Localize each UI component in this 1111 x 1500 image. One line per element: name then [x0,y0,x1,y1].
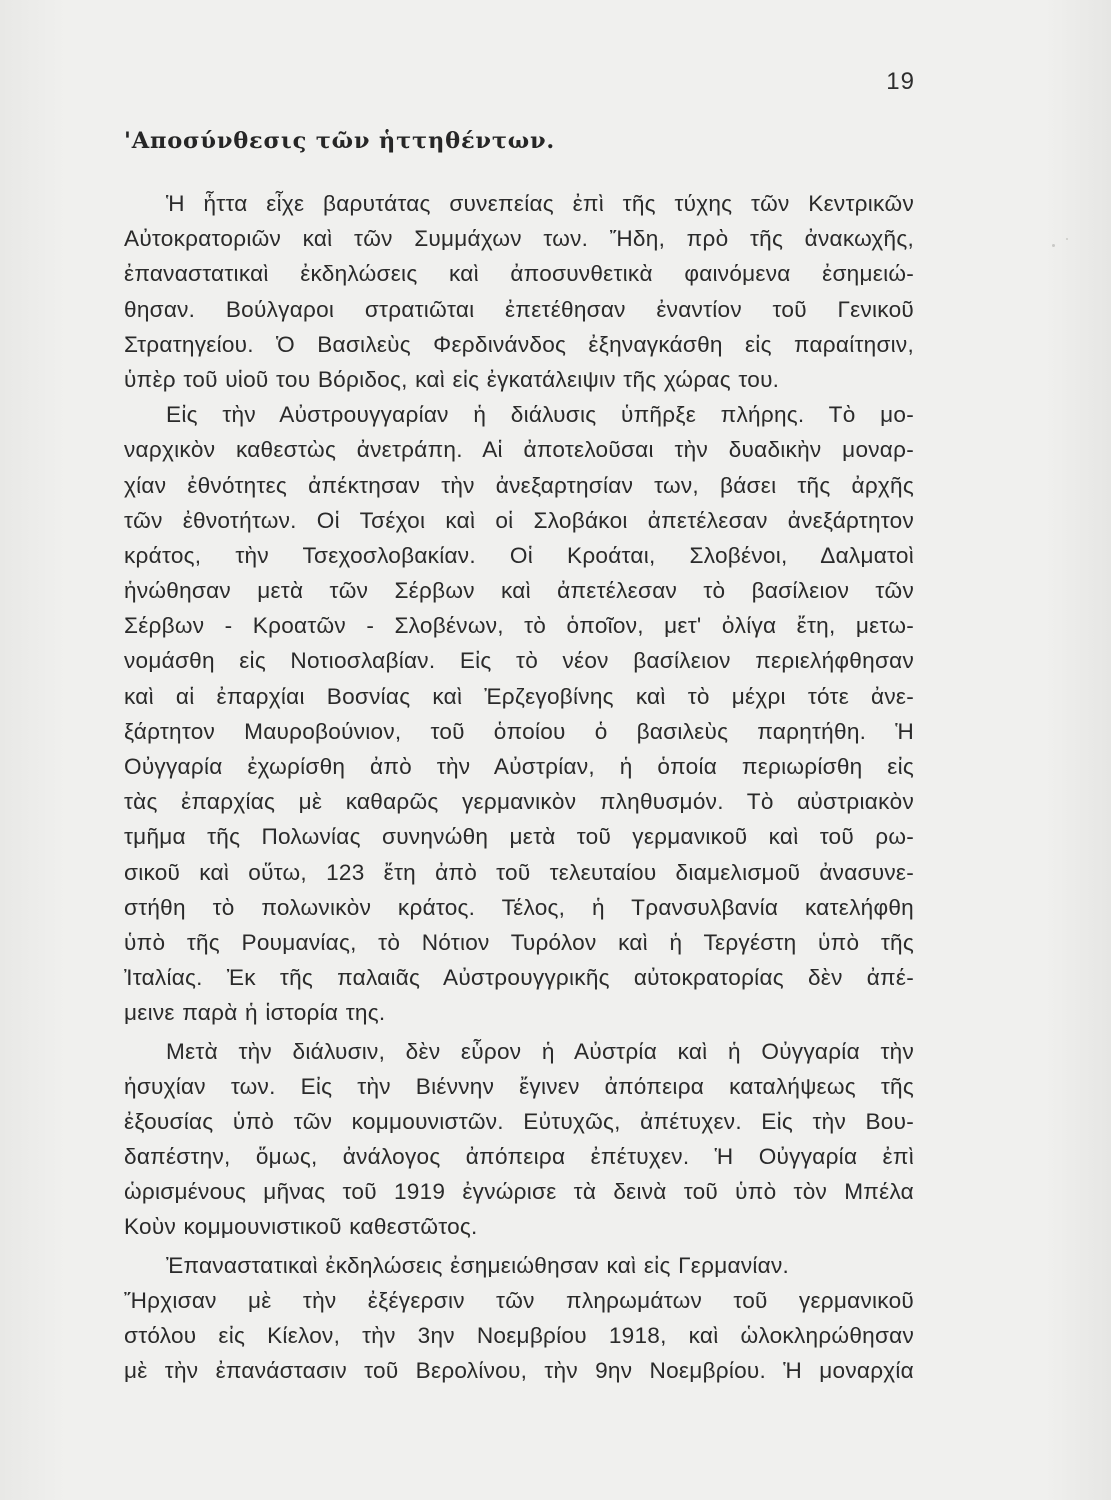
text-line: ναρχικὸν καθεστὼς ἀνετράπη. Αἱ ἀποτελοῦσαι τὴν δυαδικὴν μοναρ- [124,437,914,463]
paragraph-2 [124,397,914,1030]
text-line: μὲ τὴν ἐπανάστασιν τοῦ Βερολίνου, τὴν 9ην Νοεμβρίου. Ἡ μοναρχία [124,1358,914,1384]
paragraph-3 [124,1034,914,1245]
text-line: ὑπὸ τῆς Ρουμανίας, τὸ Νότιον Τυρόλον καὶ ἡ Τεργέστη ὑπὸ τῆς [124,929,914,955]
text-line: καὶ αἱ ἐπαρχίαι Βοσνίας καὶ Ἐρζεγοβίνης καὶ τὸ μέχρι τότε ἀνε- [124,683,914,709]
page-number: 19 [886,68,915,95]
text-line: Κοὺν κομμουνιστικοῦ καθεστῶτος. [124,1214,478,1240]
text-line: Μετὰ τὴν διάλυσιν, δὲν εὗρον ἡ Αὐστρία καὶ ἡ Οὐγγαρία τὴν [166,1038,914,1064]
text-line: Ἰταλίας. Ἐκ τῆς παλαιᾶς Αὐστρουγγρικῆς αὐτοκρατορίας δὲν ἀπέ- [124,965,914,991]
text-line: Αὐτοκρατοριῶν καὶ τῶν Συμμάχων των. Ἤδη, πρὸ τῆς ἀνακωχῆς, [124,226,914,252]
text-line: σικοῦ καὶ οὕτω, 123 ἔτη ἀπὸ τοῦ τελευταίου διαμελισμοῦ ἀνασυνε- [124,859,914,885]
text-line: στήθη τὸ πολωνικὸν κράτος. Τέλος, ἡ Τρανσυλβανία κατελήφθη [124,894,914,920]
body-text [124,186,914,1388]
scan-speck [1052,244,1055,247]
text-line: Εἰς τὴν Αὐστρουγγαρίαν ἡ διάλυσις ὑπῆρξε πλήρης. Τὸ μο- [166,402,914,428]
text-line: Στρατηγείου. Ὁ Βασιλεὺς Φερδινάνδος ἐξηναγκάσθη εἰς παραίτησιν, [124,331,914,357]
text-line: ἐπαναστατικαὶ ἐκδηλώσεις καὶ ἀποσυνθετικὰ φαινόμενα ἐσημειώ- [124,261,914,287]
text-line: ἡσυχίαν των. Εἰς τὴν Βιέννην ἔγινεν ἀπόπειρα καταλήψεως τῆς [124,1073,914,1099]
text-line: Οὐγγαρία ἐχωρίσθη ἀπὸ τὴν Αὐστρίαν, ἡ ὁποία περιωρίσθη εἰς [124,754,914,779]
text-line: ὡρισμένους μῆνας τοῦ 1919 ἐγνώρισε τὰ δεινὰ τοῦ ὑπὸ τὸν Μπέλα [124,1179,914,1205]
text-line: τὰς ἐπαρχίας μὲ καθαρῶς γερμανικὸν πληθυσμόν. Τὸ αὐστριακὸν [124,789,914,815]
scan-speck [1066,238,1068,240]
text-line: ὑπὲρ τοῦ υἱοῦ του Βόριδος, καὶ εἰς ἐγκατάλειψιν τῆς χώρας του. [124,366,780,392]
text-line: ἐξουσίας ὑπὸ τῶν κομμουνιστῶν. Εὐτυχῶς, ἀπέτυχεν. Εἰς τὴν Βου- [124,1108,914,1134]
paragraph-4 [124,1248,914,1389]
text-line: Ἡ ἧττα εἶχε βαρυτάτας συνεπείας ἐπὶ τῆς τύχης τῶν Κεντρικῶν [166,191,914,216]
text-line: μεινε παρὰ ἡ ἱστορία της. [124,1000,386,1026]
text-line: δαπέστην, ὅμως, ἀνάλογος ἀπόπειρα ἐπέτυχεν. Ἡ Οὐγγαρία ἐπὶ [124,1144,914,1170]
text-line: Ἐπαναστατικαὶ ἐκδηλώσεις ἐσημειώθησαν καὶ εἰς Γερμανίαν. [166,1252,790,1278]
text-line: κράτος, τὴν Τσεχοσλοβακίαν. Οἱ Κροάται, Σλοβένοι, Δαλματοὶ [124,542,914,568]
text-line: Σέρβων - Κροατῶν - Σλοβένων, τὸ ὁποῖον, μετ' ὀλίγα ἔτη, μετω- [124,613,914,639]
paragraph-1 [124,186,914,397]
text-line: θησαν. Βούλγαροι στρατιῶται ἐπετέθησαν ἐναντίον τοῦ Γενικοῦ [124,296,914,322]
text-line: ξάρτητον Μαυροβούνιον, τοῦ ὁποίου ὁ βασιλεὺς παρητήθη. Ἡ [124,718,914,744]
text-line: Ἤρχισαν μὲ τὴν ἐξέγερσιν τῶν πληρωμάτων τοῦ γερμανικοῦ [124,1287,914,1313]
text-line: στόλου εἰς Κίελον, τὴν 3ην Νοεμβρίου 1918, καὶ ὡλοκληρώθησαν [124,1323,914,1348]
text-line: νομάσθη εἰς Νοτιοσλαβίαν. Εἰς τὸ νέον βασίλειον περιελήφθησαν [124,648,914,674]
text-line: τμῆμα τῆς Πολωνίας συνηνώθη μετὰ τοῦ γερμανικοῦ καὶ τοῦ ρω- [124,824,914,850]
text-line: ἡνώθησαν μετὰ τῶν Σέρβων καὶ ἀπετέλεσαν τὸ βασίλειον τῶν [124,578,914,604]
section-heading: 'Αποσύνθεσις τῶν ἡττηθέντων. [124,128,556,154]
text-line: τῶν ἐθνοτήτων. Οἱ Τσέχοι καὶ οἱ Σλοβάκοι ἀπετέλεσαν ἀνεξάρτητον [124,507,914,533]
text-line: χίαν ἐθνότητες ἀπέκτησαν τὴν ἀνεξαρτησίαν των, βάσει τῆς ἀρχῆς [124,472,914,498]
